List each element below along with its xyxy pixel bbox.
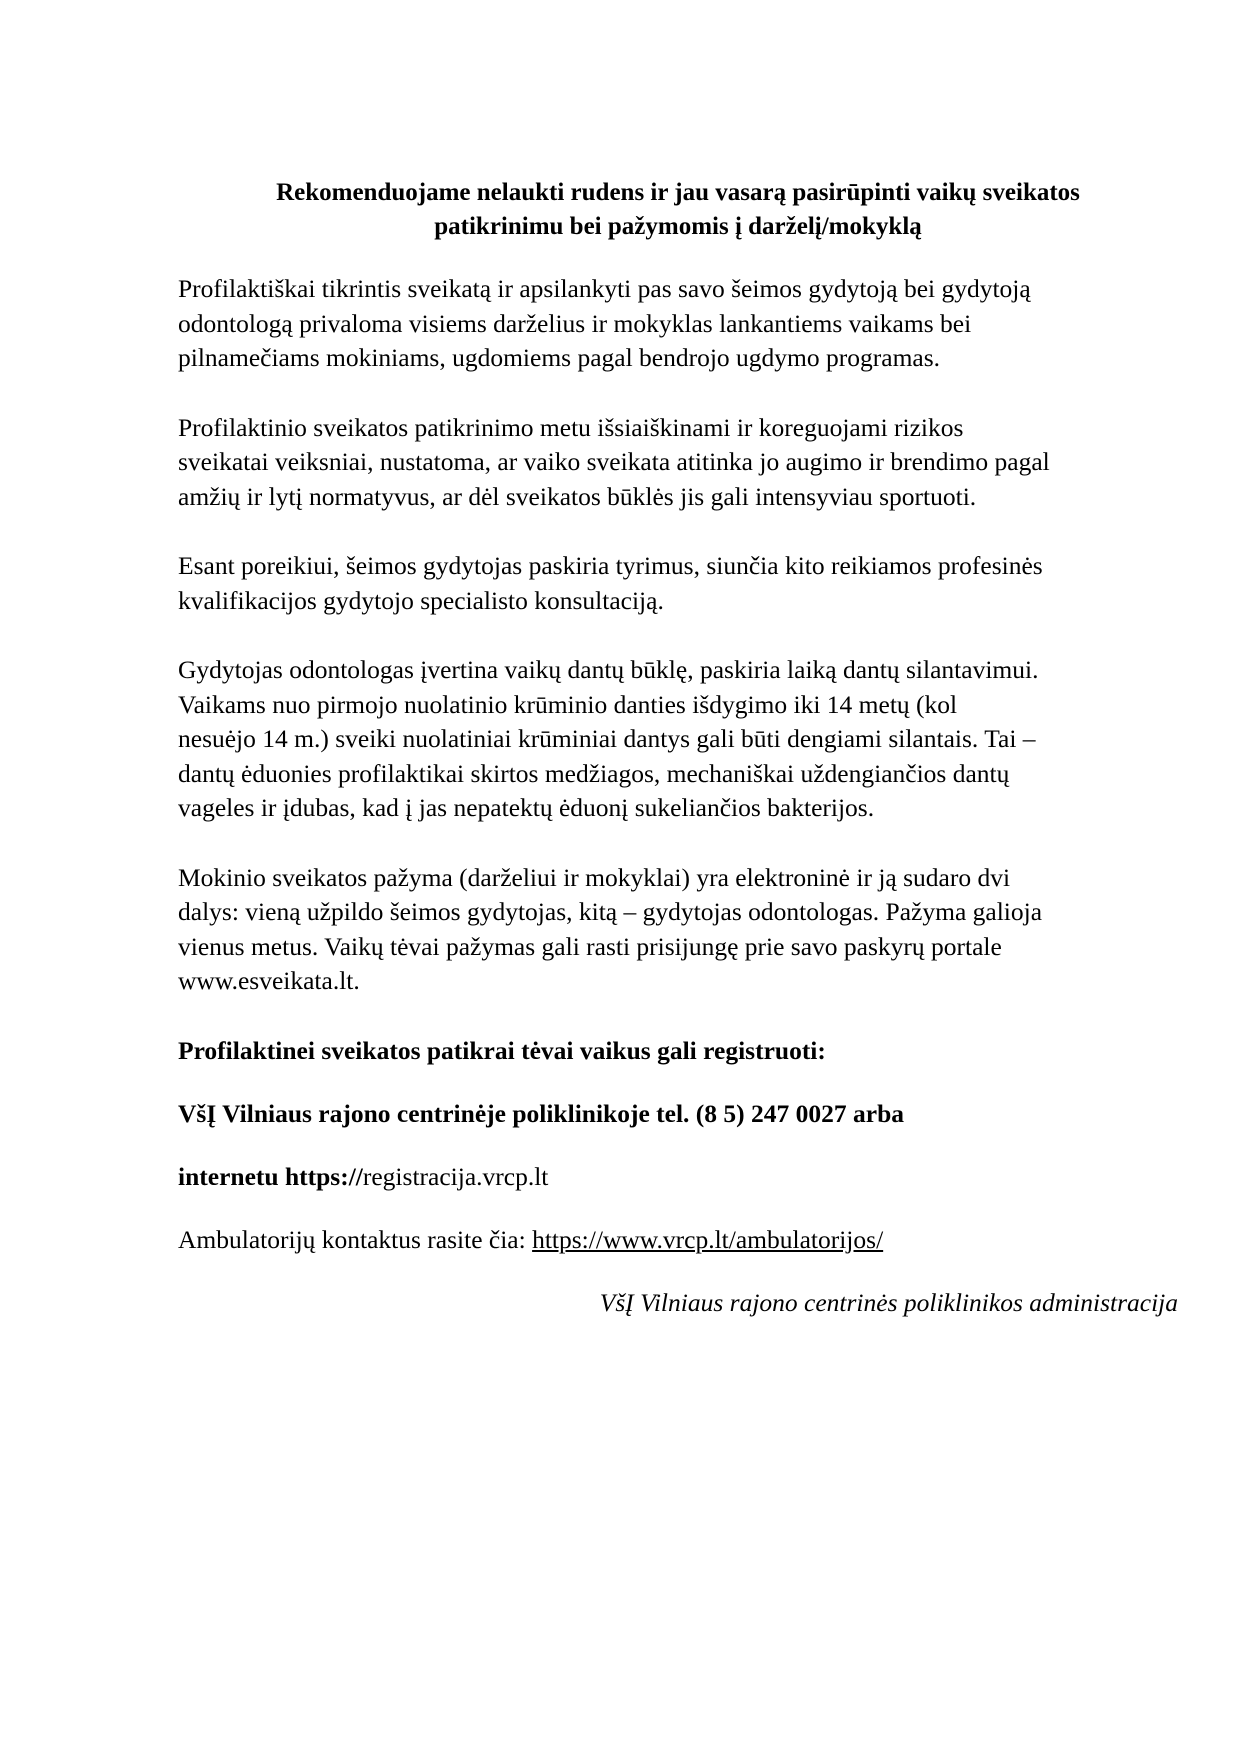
paragraph-certificate bbox=[178, 861, 1178, 999]
clinic-phone-line: VšĮ Vilniaus rajono centrinėje poliklinikoje tel. (8 5) 247 0027 arba bbox=[178, 1098, 905, 1128]
paragraph-checkup-obligation bbox=[178, 272, 1178, 376]
paragraph-line: vienus metus. Vaikų tėvai pažymas gali rasti prisijungę prie savo paskyrų portale bbox=[178, 931, 1002, 961]
paragraph-line: sveikatai veiksniai, nustatoma, ar vaiko sveikata atitinka jo augimo ir brendimo pagal bbox=[178, 447, 1050, 476]
contacts-prefix: Ambulatorijų kontaktus rasite čia: bbox=[178, 1224, 533, 1254]
paragraph-line: Esant poreikiui, šeimos gydytojas paskiria tyrimus, siunčia kito reikiamos profesinės bbox=[178, 551, 1043, 580]
ambulatory-contacts-link[interactable]: https://www.vrcp.lt/ambulatorijos/ bbox=[532, 1224, 884, 1254]
internet-registration-line bbox=[178, 1160, 1178, 1194]
paragraph-line: vageles ir įdubas, kad į jas nepatektų ėduonį sukeliančios bakterijos. bbox=[178, 793, 875, 822]
paragraph-dentist bbox=[178, 653, 1178, 826]
paragraph-line: amžių ir lytį normatyvus, ar dėl sveikatos būklės jis gali intensyviau sportuoti. bbox=[178, 481, 977, 511]
paragraph-line: Gydytojas odontologas įvertina vaikų dantų būklę, paskiria laiką dantų silantavimui. bbox=[178, 655, 1039, 684]
paragraph-line: Profilaktiškai tikrintis sveikatą ir apsilankyti pas savo šeimos gydytoją bei gydytoją bbox=[178, 274, 1031, 303]
paragraph-line: www.esveikata.lt. bbox=[178, 966, 360, 995]
document-content bbox=[178, 176, 1178, 1320]
contacts-line bbox=[178, 1223, 1178, 1257]
paragraph-checkup-purpose bbox=[178, 411, 1178, 515]
internet-prefix: internetu https:// bbox=[178, 1161, 363, 1191]
document-title bbox=[178, 176, 1178, 244]
signature: VšĮ Vilniaus rajono centrinės poliklinikos administracija bbox=[599, 1287, 1178, 1317]
paragraph-line: Mokinio sveikatos pažyma (darželiui ir mokyklai) yra elektroninė ir ją sudaro dvi bbox=[178, 862, 1011, 892]
paragraph-line: odontologą privaloma visiems darželius ir mokyklas lankantiems vaikams bei bbox=[178, 308, 972, 338]
title-line: patikrinimu bei pažymomis į darželį/mokyklą bbox=[434, 213, 922, 240]
paragraph-line: dantų ėduonies profilaktikai skirtos medžiagos, mechaniškai uždengiančios dantų bbox=[178, 758, 1010, 788]
paragraph-referrals bbox=[178, 549, 1178, 618]
paragraph-line: pilnamečiams mokiniams, ugdomiems pagal bendrojo ugdymo programas. bbox=[178, 343, 941, 372]
paragraph-line: kvalifikacijos gydytojo specialisto konsultaciją. bbox=[178, 585, 664, 615]
registration-heading: Profilaktinei sveikatos patikrai tėvai vaikus gali registruoti: bbox=[178, 1035, 826, 1065]
paragraph-line: Profilaktinio sveikatos patikrinimo metu išsiaiškinami ir koreguojami rizikos bbox=[178, 412, 964, 442]
registration-site: registracija.vrcp.lt bbox=[362, 1161, 549, 1191]
paragraph-line: Vaikams nuo pirmojo nuolatinio krūminio danties išdygimo iki 14 metų (kol bbox=[178, 689, 958, 719]
paragraph-line: nesuėjo 14 m.) sveiki nuolatiniai krūminiai dantys gali būti dengiami silantais. Tai – bbox=[178, 724, 1036, 753]
paragraph-line: dalys: vieną užpildo šeimos gydytojas, kitą – gydytojas odontologas. Pažyma galioja bbox=[178, 897, 1043, 926]
title-line: Rekomenduojame nelaukti rudens ir jau vasarą pasirūpinti vaikų sveikatos bbox=[276, 179, 1080, 206]
